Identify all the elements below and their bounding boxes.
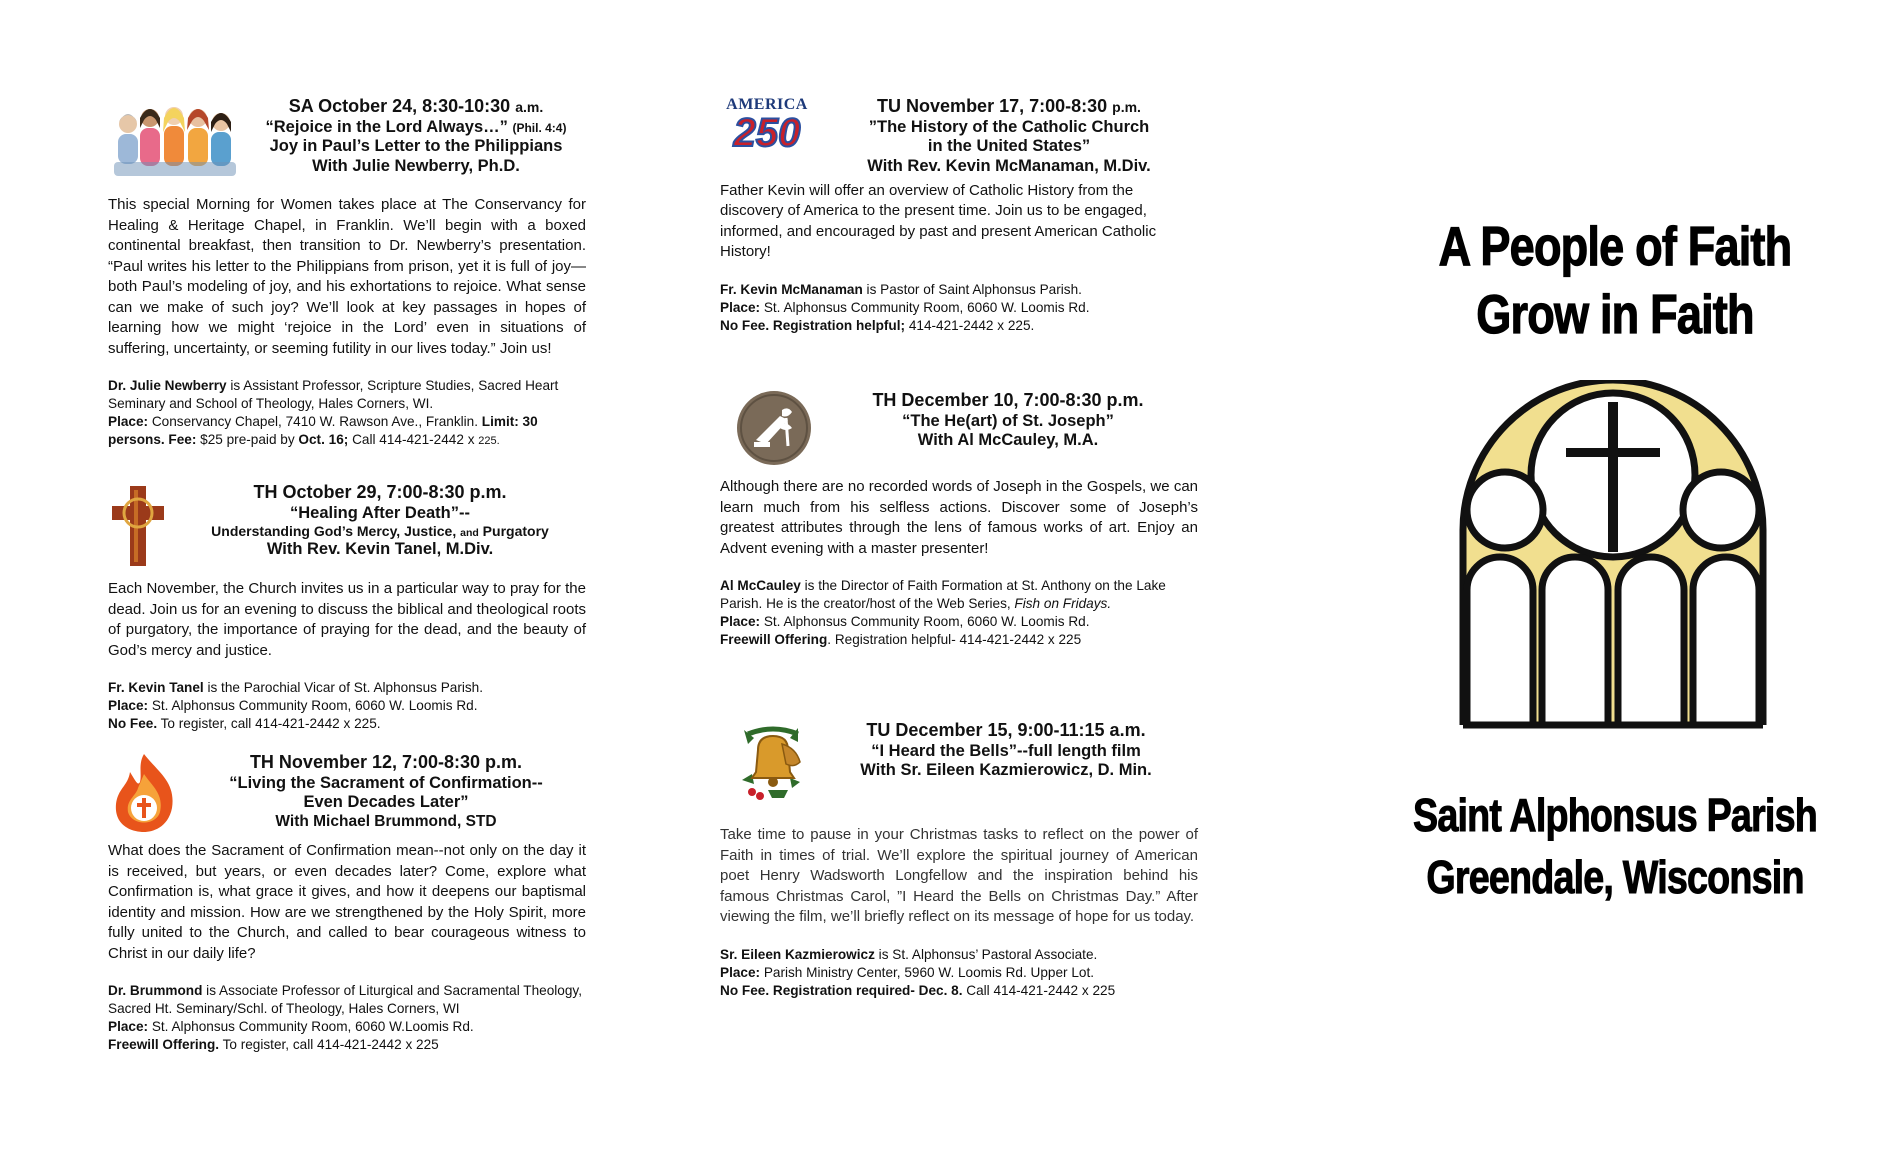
- event-date: TH October 29, 7:00-8:30 p.m.: [253, 482, 507, 502]
- event-subtitle: in the United States”: [927, 137, 1091, 156]
- fee-date: Oct. 16;: [298, 432, 349, 447]
- presenter-name: Dr. Brummond: [108, 983, 203, 998]
- place-label: Place:: [108, 414, 149, 429]
- fee-text: To register, call 414-421-2442 x 225.: [157, 716, 381, 731]
- event-description: Father Kevin will offer an overview of Catholic History from the discovery of America to the present time. Join us to be engaged, informed, and encouraged by past and present American Catholic History!: [720, 181, 1157, 261]
- event-description: Take time to pause in your Christmas tasks to reflect on the power of Faith in times of trial. We’ll explore the spiritual journey of American poet Henry Wadsworth Longfellow and the inspiration behind his famous Christmas Carol, ”I Heard the Bells on Christmas Day.” After viewing the film, we’ll briefly reflect on its message of hope for us today.: [720, 826, 1198, 925]
- event-details: [720, 946, 1198, 1000]
- flame-icon: [108, 752, 180, 839]
- place-text: Parish Ministry Center, 5960 W. Loomis Rd. Upper Lot.: [760, 964, 1095, 980]
- fee-label: No Fee. Registration required- Dec. 8.: [720, 982, 963, 998]
- event-title: “The He(art) of St. Joseph”: [902, 411, 1114, 430]
- presenter-name: Sr. Eileen Kazmierowicz: [720, 946, 875, 962]
- place-label: Place:: [720, 299, 761, 315]
- middle-panel: [720, 0, 1198, 1153]
- presenter-bio: is Associate Professor of Liturgical and Sacramental Theology, Sacred Ht. Seminary/Schl. of Theology, Hales Corners, WI: [108, 983, 582, 1016]
- event-details: [108, 377, 586, 450]
- left-panel: [108, 0, 586, 1153]
- place-text: St. Alphonsus Community Room, 6060 W. Loomis Rd.: [760, 299, 1090, 315]
- event-speaker: With Rev. Kevin Tanel, M.Div.: [266, 540, 494, 559]
- event-subtitle: Joy in Paul’s Letter to the Philippians: [269, 137, 563, 156]
- event-header: [818, 390, 1198, 451]
- event-details: [720, 577, 1198, 649]
- event-speaker: With Al McCauley, M.A.: [917, 431, 1099, 450]
- cross-icon: [108, 482, 168, 575]
- event-description: Each November, the Church invites us in a particular way to pray for the dead. Join us for an evening to discuss the biblical and theological roots of purgatory, the importance of praying for the dead, and the beauty of God’s mercy and justice.: [108, 580, 586, 659]
- event-nov-17: [720, 96, 1198, 335]
- place-text: St. Alphonsus Community Room, 6060 W. Loomis Rd.: [760, 614, 1090, 629]
- christmas-bells-icon: [738, 720, 808, 807]
- event-title: “I Heard the Bells”--full length film: [871, 741, 1141, 760]
- event-header: [814, 720, 1198, 781]
- event-date: TU November 17, 7:00-8:30 p.m.: [877, 96, 1141, 116]
- presenter-name: Fr. Kevin Tanel: [108, 680, 204, 695]
- parish-location: Greendale, Wisconsin: [1426, 851, 1804, 903]
- presenter-name: Al McCauley: [720, 578, 801, 593]
- event-dec-15: [720, 720, 1198, 1000]
- event-date: TH December 10, 7:00-8:30 p.m.: [872, 390, 1144, 410]
- cover-panel: [1330, 0, 1900, 1153]
- fee-label: No Fee.: [108, 716, 158, 731]
- place-text: St. Alphonsus Community Room, 6060 W.Loomis Rd.: [148, 1019, 474, 1034]
- place-text: Conservancy Chapel, 7410 W. Rawson Ave., Franklin.: [148, 414, 482, 429]
- stained-glass-window-icon: [1458, 380, 1768, 735]
- event-date: SA October 24, 8:30-10:30 a.m.: [288, 96, 544, 116]
- presenter-bio: is Assistant Professor, Scripture Studies, Sacred Heart Seminary and School of Theology, Hales Corners, WI.: [108, 378, 559, 411]
- fee-label: Freewill Offering: [720, 632, 828, 647]
- women-group-icon: [108, 96, 240, 191]
- fee-label: No Fee. Registration helpful;: [720, 317, 906, 333]
- fee-text: Call 414-421-2442 x 225: [962, 982, 1116, 998]
- event-subtitle: Understanding God’s Mercy, Justice, and Purgatory: [211, 523, 549, 540]
- event-description: Although there are no recorded words of Joseph in the Gospels, we can learn much from his selfless actions. Discover some of Joseph’s greatest attributes through the lens of famous works of art. Enjoy an Advent evening with a master presenter!: [720, 478, 1198, 557]
- event-title: ”The History of the Catholic Church: [868, 117, 1150, 136]
- fee-text: . Registration helpful- 414-421-2442 x 225: [827, 632, 1082, 647]
- st-joseph-medallion-icon: [736, 390, 812, 471]
- event-header: [174, 482, 586, 560]
- event-subtitle: Even Decades Later”: [303, 793, 469, 812]
- event-details: [108, 679, 586, 733]
- event-nov-12: [108, 752, 586, 1054]
- event-dec-10: [720, 390, 1198, 649]
- presenter-bio: is the Parochial Vicar of St. Alphonsus Parish.: [203, 680, 484, 695]
- america-250-logo: AMERICA 250: [726, 96, 808, 155]
- presenter-bio: is the Director of Faith Formation at St. Anthony on the Lake Parish. He is the creator/host of the Web Series,: [720, 578, 1166, 611]
- event-speaker: With Michael Brummond, STD: [275, 813, 497, 831]
- place-label: Place:: [720, 614, 761, 629]
- web-series-name: Fish on Fridays.: [1014, 596, 1112, 611]
- event-oct-24: [108, 96, 586, 450]
- fee-label: Freewill Offering.: [108, 1037, 220, 1052]
- fee-ext: 225.: [478, 435, 500, 447]
- event-speaker: With Rev. Kevin McManaman, M.Div.: [867, 157, 1151, 176]
- cover-title-line-2: Grow in Faith: [1476, 283, 1754, 345]
- fee-text: To register, call 414-421-2442 x 225: [219, 1037, 439, 1052]
- event-description: This special Morning for Women takes place at The Conservancy for Healing & Heritage Chapel, in Franklin. We’ll begin with a boxed continental breakfast, then transition to Dr. Newberry’s presentation. “Paul writes his letter to the Philippians from prison, yet it is full of joy—both Paul’s modeling of joy, and his exhortations to rejoice. What sense can we make of such joy? We’ll look at key passages in hopes of learning how we might ‘rejoice in the Lord’ even in situations of suffering, uncertainty, or seeming futility in our lives today.” Join us!: [108, 196, 586, 357]
- event-date: TU December 15, 9:00-11:15 a.m.: [866, 720, 1146, 740]
- fee-text: 414-421-2442 x 225.: [905, 317, 1035, 333]
- fee-call: Call 414-421-2442 x: [348, 432, 479, 447]
- event-title: “Living the Sacrament of Confirmation--: [229, 773, 543, 792]
- event-header: [186, 752, 586, 832]
- event-speaker: With Sr. Eileen Kazmierowicz, D. Min.: [860, 761, 1152, 780]
- event-details: [720, 281, 1198, 335]
- event-speaker: With Julie Newberry, Ph.D.: [312, 157, 520, 176]
- event-title: “Healing After Death”--: [290, 503, 470, 522]
- presenter-bio: is Pastor of Saint Alphonsus Parish.: [862, 281, 1082, 297]
- event-description: What does the Sacrament of Confirmation mean--not only on the day it is received, but years, or even decades later? Come, explore what Confirmation is, what grace it gives, and how it deepens our baptismal identity and mission. How are we strengthened by the Holy Spirit, more fully united to the Church, and called to bear courageous witness to Christ in our daily life?: [108, 842, 586, 962]
- presenter-name: Fr. Kevin McManaman: [720, 281, 863, 297]
- limit-label: Limit: 30 persons. Fee:: [108, 414, 538, 447]
- event-details: [108, 982, 586, 1054]
- event-date: TH November 12, 7:00-8:30 p.m.: [249, 752, 523, 772]
- place-label: Place:: [720, 964, 761, 980]
- parish-name: Saint Alphonsus Parish: [1413, 789, 1817, 841]
- fee-text: $25 pre-paid by: [196, 432, 299, 447]
- cover-title-line-1: A People of Faith: [1438, 215, 1792, 277]
- place-text: St. Alphonsus Community Room, 6060 W. Loomis Rd.: [148, 698, 478, 713]
- event-header: [820, 96, 1198, 177]
- event-title: “Rejoice in the Lord Always…” (Phil. 4:4): [265, 117, 567, 136]
- presenter-name: Dr. Julie Newberry: [108, 378, 227, 393]
- presenter-bio: is St. Alphonsus’ Pastoral Associate.: [874, 946, 1098, 962]
- event-header: [246, 96, 586, 177]
- place-label: Place:: [108, 1019, 149, 1034]
- place-label: Place:: [108, 698, 149, 713]
- event-oct-29: [108, 482, 586, 733]
